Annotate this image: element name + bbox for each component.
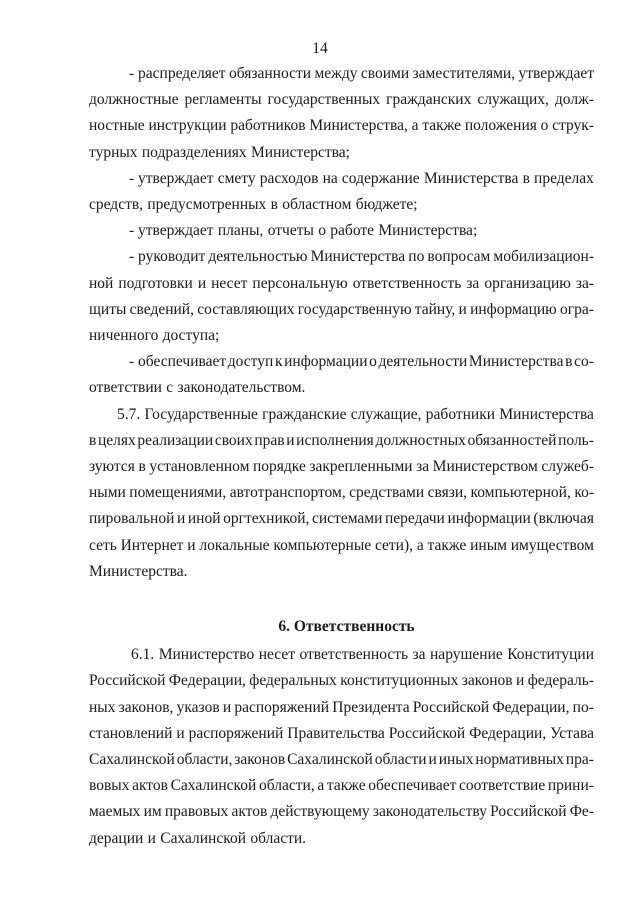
word: содержание <box>341 169 420 187</box>
word: деятельностью <box>208 248 308 266</box>
word: Правительства <box>287 724 385 742</box>
word: ответственность <box>352 274 462 292</box>
word: информации <box>284 353 368 371</box>
word: между <box>314 65 358 82</box>
word: Сахалинской <box>89 751 175 769</box>
text-line <box>89 297 594 323</box>
word: со- <box>574 353 594 371</box>
word: - утверждает <box>129 222 214 240</box>
word: ной <box>89 274 114 292</box>
word: имуществом <box>510 536 594 554</box>
word: а <box>317 777 325 795</box>
word: вовых <box>89 777 130 795</box>
word: иных <box>438 751 474 769</box>
word: инструкции <box>148 117 227 135</box>
word: на <box>322 169 338 187</box>
word: обязанностей <box>467 431 557 449</box>
word: своими <box>360 65 410 82</box>
word: государственную <box>297 300 412 318</box>
word: планы, <box>217 222 264 240</box>
word: области <box>374 751 427 769</box>
word: компьютерной, <box>470 484 571 502</box>
word: доступ <box>227 353 274 371</box>
word: пределах <box>534 169 594 187</box>
word: расходов <box>259 169 319 187</box>
word: сети), <box>374 536 414 554</box>
word: своих <box>214 431 253 449</box>
word: и <box>187 536 196 554</box>
word: и <box>516 672 525 690</box>
word: законов <box>234 751 286 769</box>
word: ответствии <box>89 379 162 397</box>
paragraph-bullet-distribute-duties <box>89 61 594 166</box>
text-line <box>89 559 594 585</box>
word: ностные <box>89 117 145 135</box>
word: локальные <box>199 536 270 554</box>
text-line <box>89 826 594 852</box>
word: гражданские <box>262 405 347 423</box>
word: несет <box>258 646 296 664</box>
word: Министерства <box>499 405 594 423</box>
word: Сахалинской <box>160 829 247 847</box>
word: нарушение <box>430 646 503 664</box>
word: Министерства; <box>378 222 478 240</box>
word: реализации <box>137 431 214 449</box>
word: Российской <box>89 672 166 690</box>
word: отчеты <box>267 222 314 240</box>
word: регламенты <box>184 91 262 109</box>
word: за <box>412 646 426 664</box>
word: в <box>89 431 97 449</box>
word: по- <box>572 698 594 716</box>
word: положения <box>464 117 537 135</box>
word: ниченного <box>89 327 159 345</box>
word: турных <box>89 143 138 161</box>
heading-spacer <box>89 585 594 614</box>
word: о <box>369 353 377 371</box>
text-line <box>89 773 594 799</box>
word: порядке <box>252 458 306 476</box>
word: соответствие <box>459 777 546 795</box>
text-line <box>89 695 594 721</box>
word: конституционных <box>340 672 459 690</box>
word: и <box>286 431 295 449</box>
word: законов, <box>118 698 174 716</box>
word: струк- <box>552 117 594 135</box>
word: работники <box>425 405 496 423</box>
text-line <box>89 721 594 747</box>
word: области. <box>250 829 307 847</box>
word: 6.1. <box>131 646 155 664</box>
word: Сахалинской <box>287 751 373 769</box>
word: гражданских <box>386 91 472 109</box>
word: должностных <box>375 431 466 449</box>
text-block-before-heading <box>89 61 594 585</box>
word: сведений, <box>129 300 194 318</box>
text-block-after-heading <box>89 642 594 852</box>
text-line <box>89 244 594 270</box>
paragraph-bullet-mobilization <box>89 244 594 349</box>
word: области, <box>176 751 233 769</box>
word: персональную <box>252 274 348 292</box>
paragraph-bullet-approve-budget <box>89 166 594 218</box>
word: к <box>274 353 283 371</box>
word: информацию <box>470 300 557 318</box>
word: и <box>222 698 232 716</box>
word: поль- <box>558 431 594 449</box>
word: Сахалинской <box>170 777 257 795</box>
text-line <box>89 192 594 218</box>
word: системами <box>312 510 383 528</box>
word: Российской <box>490 803 567 821</box>
word: о <box>540 117 549 135</box>
word: Интернет <box>120 536 184 554</box>
word: предусмотренных <box>147 196 267 214</box>
word: Министерство <box>158 646 255 664</box>
word: действующему <box>270 803 370 821</box>
word: также <box>422 117 462 135</box>
word: по <box>408 248 425 266</box>
section-heading: 6. Ответственность <box>278 618 415 636</box>
word: и <box>176 724 185 742</box>
word: ных <box>89 698 116 716</box>
word: и <box>176 510 186 528</box>
text-line <box>89 799 594 825</box>
word: заместителями, <box>412 65 516 82</box>
word: Министерства. <box>89 562 188 580</box>
text-line <box>89 61 594 87</box>
word: нормативных <box>475 751 564 769</box>
word: с <box>166 379 174 397</box>
text-line <box>89 747 594 773</box>
word: и <box>147 829 156 847</box>
word: законодательству <box>372 803 487 821</box>
word: передачи <box>385 510 445 528</box>
word: связи, <box>427 484 468 502</box>
word: Федерации, <box>469 724 547 742</box>
word: законодательством. <box>177 379 306 397</box>
word: - распределяет <box>129 65 226 82</box>
word: организацию <box>484 274 571 292</box>
text-line <box>89 166 594 192</box>
word: актов <box>132 777 168 795</box>
text-line <box>89 402 594 428</box>
word: тайну, <box>414 300 456 318</box>
word: работников <box>230 117 306 135</box>
word: обеспечивает <box>368 777 457 795</box>
word: (включая <box>533 510 594 528</box>
word: - утверждает <box>129 169 214 187</box>
word: прав <box>254 431 285 449</box>
text-line <box>89 642 594 668</box>
word: Министерства <box>468 353 564 371</box>
word: Министерства <box>423 169 519 187</box>
paragraph-bullet-approve-plans <box>89 218 594 244</box>
word: Конституции <box>507 646 594 664</box>
text-line <box>89 140 594 166</box>
word: Министерством <box>432 458 538 476</box>
page-number: 14 <box>312 40 328 57</box>
word: законов <box>461 672 513 690</box>
word: Фе- <box>569 803 594 821</box>
word: и <box>458 300 467 318</box>
word: дерации <box>89 829 144 847</box>
word: распоряжений <box>188 724 284 742</box>
word: установленном <box>149 458 250 476</box>
word: государственных <box>267 91 381 109</box>
word: сеть <box>89 536 117 554</box>
word: в <box>565 353 573 371</box>
word: также <box>427 536 467 554</box>
word: иной <box>187 510 221 528</box>
word: служащие, <box>350 405 422 423</box>
document-body <box>89 61 594 852</box>
word: подготовки <box>118 274 193 292</box>
word: - руководит <box>129 248 206 266</box>
word: средств, <box>89 196 144 214</box>
word: Федерации, <box>492 698 570 716</box>
word: оргтехникой, <box>223 510 310 528</box>
word: Министерства, <box>309 117 408 135</box>
text-line <box>89 349 594 375</box>
word: ответственность <box>299 646 409 664</box>
text-line <box>89 87 594 113</box>
word: щиты <box>89 300 127 318</box>
word: федеральных <box>249 672 337 690</box>
word: должностные <box>89 91 179 109</box>
text-line <box>89 323 594 349</box>
word: за- <box>575 274 594 292</box>
text-line <box>89 271 594 297</box>
word: утверждает <box>518 65 594 82</box>
word: компьютерные <box>273 536 372 554</box>
text-line <box>89 113 594 139</box>
word: служащих, <box>477 91 549 109</box>
text-line <box>89 480 594 506</box>
word: вопросам <box>427 248 491 266</box>
paragraph-clause-6-1 <box>89 642 594 852</box>
word: правовых <box>164 803 229 821</box>
word: областном <box>282 196 352 214</box>
word: мобилизацион- <box>493 248 594 266</box>
word: закрепленными <box>309 458 413 476</box>
word: средствами <box>349 484 425 502</box>
word: обязанности <box>228 65 312 82</box>
word: области, <box>259 777 315 795</box>
word: пировальной <box>89 510 175 528</box>
word: актов <box>231 803 268 821</box>
word: ко- <box>574 484 594 502</box>
word: иным <box>470 536 507 554</box>
word: зуются <box>89 458 135 476</box>
word: Министерства <box>310 248 406 266</box>
word: Президента <box>332 698 410 716</box>
text-line <box>89 454 594 480</box>
word: составляющих <box>197 300 295 318</box>
word: Государственные <box>144 405 258 423</box>
text-line <box>89 506 594 532</box>
word: также <box>326 777 366 795</box>
word: доступа; <box>162 327 220 345</box>
word: федераль- <box>527 672 594 690</box>
word: работе <box>330 222 375 240</box>
word: смету <box>217 169 256 187</box>
text-line <box>89 533 594 559</box>
word: Российской <box>388 724 466 742</box>
word: подразделениях <box>141 143 247 161</box>
word: несет <box>211 274 248 292</box>
word: помещениями, <box>129 484 227 502</box>
word: в <box>522 169 530 187</box>
word: - обеспечивает <box>129 353 227 371</box>
word: о <box>318 222 326 240</box>
word: Федерации, <box>168 672 246 690</box>
word: и <box>197 274 207 292</box>
word: деятельности <box>378 353 468 371</box>
word: Министерства; <box>251 143 350 161</box>
text-line <box>89 218 594 244</box>
word: информации <box>447 510 531 528</box>
word: распоряжений <box>234 698 330 716</box>
word: целях <box>97 431 136 449</box>
word: ными <box>89 484 126 502</box>
word: прини- <box>547 777 594 795</box>
word: а <box>416 536 424 554</box>
paragraph-bullet-access-info <box>89 349 594 401</box>
word: за <box>416 458 430 476</box>
word: а <box>411 117 419 135</box>
word: Российской <box>412 698 490 716</box>
word: маемых <box>89 803 141 821</box>
word: пра- <box>565 751 594 769</box>
word: указов <box>176 698 220 716</box>
word: бюджете; <box>355 196 418 214</box>
word: за <box>466 274 480 292</box>
paragraph-clause-5-7 <box>89 402 594 585</box>
word: Устава <box>550 724 594 742</box>
word: и <box>428 751 437 769</box>
word: исполнения <box>296 431 374 449</box>
word: служеб- <box>541 458 594 476</box>
word: огра- <box>560 300 594 318</box>
word: автотранспортом, <box>229 484 346 502</box>
word: становлений <box>89 724 173 742</box>
text-line <box>89 375 594 401</box>
word: им <box>143 803 162 821</box>
word: в <box>270 196 278 214</box>
word: в <box>138 458 146 476</box>
text-line <box>89 428 594 454</box>
word: долж- <box>554 91 594 109</box>
word: 5.7. <box>117 405 141 423</box>
text-line <box>89 668 594 694</box>
